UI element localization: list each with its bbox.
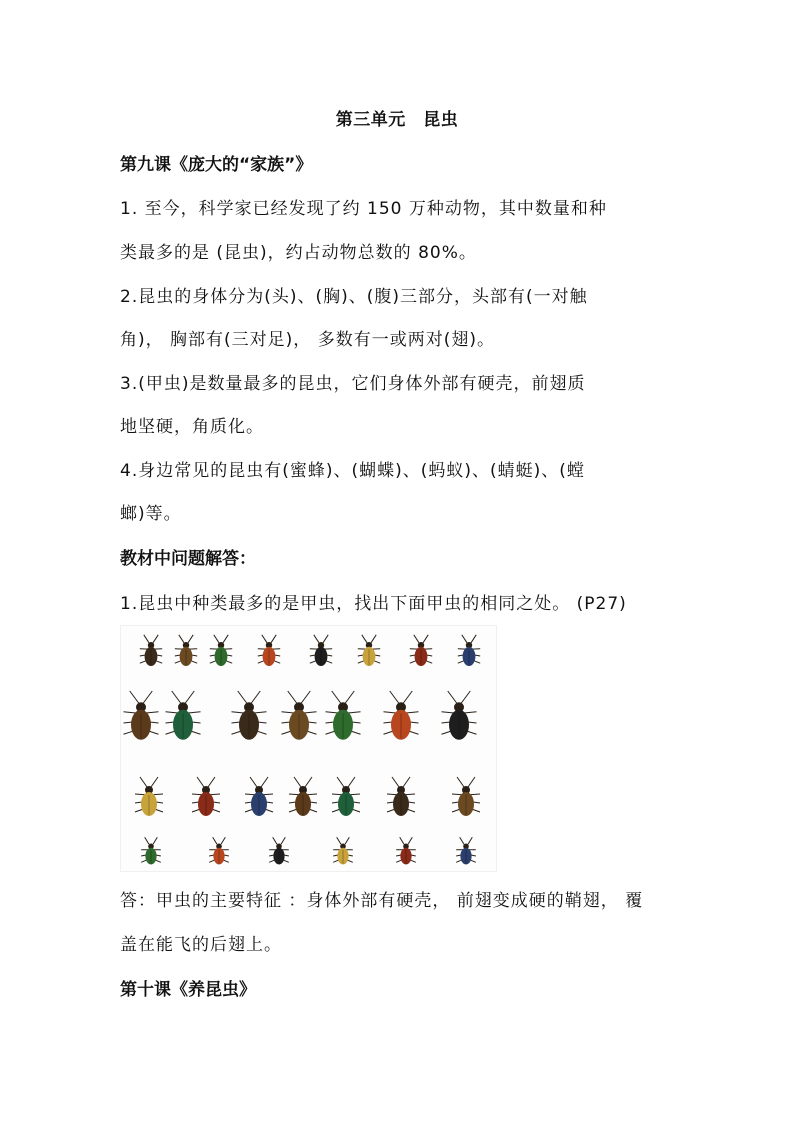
beetle-icon (442, 691, 477, 740)
beetle-icon (456, 837, 476, 864)
question-1: 1.昆虫中种类最多的是甲虫，找出下面甲虫的相同之处。 (P27) (120, 594, 627, 614)
beetle-icon (141, 837, 161, 864)
beetle-icon (333, 837, 353, 864)
beetle-icon (209, 837, 229, 864)
beetle-icon (310, 635, 332, 666)
beetle-icon (258, 635, 280, 666)
beetles-illustration (121, 626, 496, 871)
qa-heading: 教材中问题解答： (120, 549, 256, 569)
beetle-icon (124, 691, 159, 740)
beetle-icon (232, 691, 267, 740)
paragraph-4-line-2: 螂)等。 (120, 504, 182, 524)
paragraph-2-line-1: 2.昆虫的身体分为(头)、(胸)、(腹)三部分，头部有(一对触 (120, 287, 588, 307)
beetle-icon (282, 691, 317, 740)
beetle-icon (192, 777, 220, 816)
unit-title: 第三单元 昆虫 (335, 110, 459, 130)
paragraph-3-line-2: 地坚硬，角质化。 (120, 417, 264, 437)
beetle-icon (396, 837, 416, 864)
paragraph-3-line-1: 3.(甲虫)是数量最多的昆虫，它们身体外部有硬壳，前翅质 (120, 374, 586, 394)
beetle-icon (269, 837, 289, 864)
beetle-icon (326, 691, 361, 740)
beetle-icon (175, 635, 197, 666)
beetle-icon (135, 777, 163, 816)
beetle-icon (358, 635, 380, 666)
beetles-image (120, 625, 497, 872)
beetle-icon (140, 635, 162, 666)
answer-1-line-1: 答：甲虫的主要特征 ：身体外部有硬壳， 前翅变成硬的鞘翅， 覆 (120, 891, 644, 911)
paragraph-1-line-2: 类最多的是 (昆虫)，约占动物总数的 80%。 (120, 243, 477, 263)
paragraph-2-line-2: 角)， 胸部有(三对足)， 多数有一或两对(翅)。 (120, 330, 495, 350)
paragraph-4-line-1: 4.身边常见的昆虫有(蜜蜂)、(蝴蝶)、(蚂蚁)、(蜻蜓)、(螳 (120, 461, 585, 481)
beetle-icon (387, 777, 415, 816)
beetle-icon (245, 777, 273, 816)
beetle-icon (289, 777, 317, 816)
beetle-icon (452, 777, 480, 816)
paragraph-1-line-1: 1. 至今，科学家已经发现了约 150 万种动物，其中数量和种 (120, 199, 607, 219)
lesson-9-heading: 第九课《庞大的“家族”》 (120, 155, 313, 175)
lesson-10-heading: 第十课《养昆虫》 (120, 980, 256, 1000)
beetle-icon (384, 691, 419, 740)
beetle-icon (166, 691, 201, 740)
beetle-icon (410, 635, 432, 666)
beetle-icon (458, 635, 480, 666)
beetle-icon (210, 635, 232, 666)
beetle-icon (332, 777, 360, 816)
answer-1-line-2: 盖在能飞的后翅上。 (120, 935, 282, 955)
